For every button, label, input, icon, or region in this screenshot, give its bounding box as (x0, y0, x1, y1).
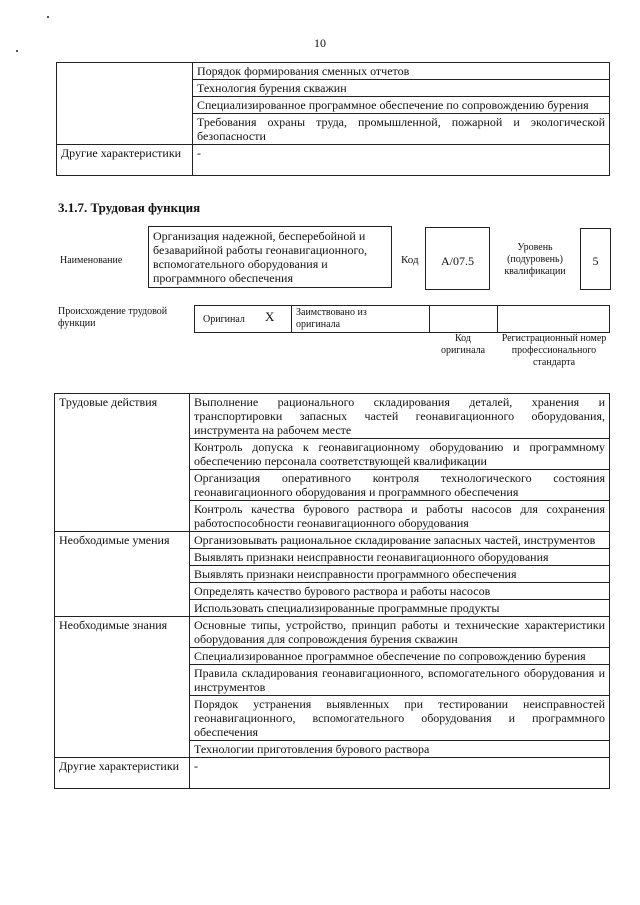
level-value: 5 (580, 228, 611, 290)
other-characteristics-value: - (190, 758, 610, 789)
labor-actions-label: Трудовые действия (55, 394, 190, 532)
cell-divider (429, 306, 430, 332)
main-table (54, 393, 610, 789)
table-row: Выявлять признаки неисправности геонавигационного оборудования (190, 549, 610, 566)
table-row: Организовывать рациональное складирование запасных частей, инструментов (190, 532, 610, 549)
cell-divider (497, 306, 498, 332)
table-row: Контроль допуска к геонавигационному оборудованию и программному обеспечению персонала соответствующей квалификации (190, 439, 610, 470)
cell-divider (291, 306, 292, 332)
top-table (56, 62, 610, 176)
level-label: Уровень (подуровень) квалификации (504, 242, 566, 277)
other-characteristics-value: - (193, 145, 610, 176)
table-row: Использовать специализированные программные продукты (190, 600, 610, 617)
table-row: Определять качество бурового раствора и работы насосов (190, 583, 610, 600)
origin-row (194, 305, 610, 333)
table-row: Специализированное программное обеспечение по сопровождению бурения (193, 97, 610, 114)
table-row: Организация оперативного контроля технологического состояния геонавигационного оборудования и программного обеспечения (190, 470, 610, 501)
table-row: Контроль качества бурового раствора и работы насосов для сохранения работоспособности геонавигационного оборудования (190, 501, 610, 532)
table-row: Технологии приготовления бурового раствора (190, 741, 610, 758)
table-row: Правила складирования геонавигационного, вспомогательного оборудования и инструментов (190, 665, 610, 696)
page-number: 10 (314, 36, 326, 50)
reg-number-caption: Регистрационный номер профессионального стандарта (501, 333, 607, 368)
table-row: Порядок устранения выявленных при тестировании неисправностей геонавигационного, вспомогательного оборудования и программного обеспечения (190, 696, 610, 741)
required-knowledge-label: Необходимые знания (55, 617, 190, 758)
code-label: Код (401, 254, 419, 266)
other-characteristics-label: Другие характеристики (55, 758, 190, 789)
other-characteristics-label: Другие характеристики (57, 145, 193, 176)
table-row: Специализированное программное обеспечение по сопровождению бурения (190, 648, 610, 665)
table-row: Основные типы, устройство, принцип работы и технические характеристики оборудования для сопровождения бурения скважин (190, 617, 610, 648)
table-row: Выявлять признаки неисправности программного обеспечения (190, 566, 610, 583)
empty-label-cell (57, 63, 193, 145)
borrowed-label: Заимствовано из оригинала (296, 307, 367, 330)
scan-speck (47, 16, 49, 18)
function-name: Организация надежной, бесперебойной и безаварийной работы геонавигационного, вспомогательного оборудования и программного обеспечения (148, 226, 392, 288)
table-row: Выполнение рационального складирования деталей, хранения и транспортировки запасных частей геонавигационного оборудования, инструмента на рабочем месте (190, 394, 610, 439)
original-label: Оригинал (203, 314, 245, 325)
section-title: 3.1.7. Трудовая функция (58, 200, 201, 215)
table-row: Порядок формирования сменных отчетов (193, 63, 610, 80)
code-value: А/07.5 (425, 227, 490, 290)
table-row: Технология бурения скважин (193, 80, 610, 97)
name-label: Наименование (60, 255, 123, 266)
required-skills-label: Необходимые умения (55, 532, 190, 617)
origin-label: Происхождение трудовой функции (58, 306, 168, 329)
original-mark: X (265, 309, 275, 324)
table-row: Требования охраны труда, промышленной, пожарной и экологической безопасности (193, 114, 610, 145)
code-caption: Код оригинала (440, 333, 486, 356)
